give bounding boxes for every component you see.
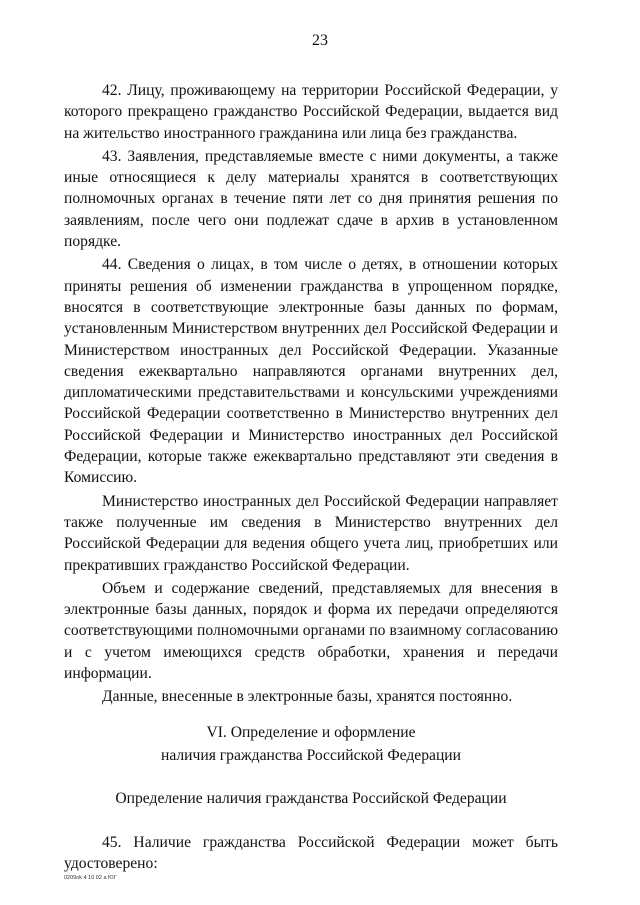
section-title-line-2: наличия гражданства Российской Федерации — [161, 746, 461, 764]
paragraph-44-volume: Объем и содержание сведений, представляемых для внесения в электронные базы данных, порядок и форма их передачи определяются соответствующими полномочными органами по взаимному согласованию и с учетом имеющихся средств обработки, хранения и передачи информации. — [64, 579, 558, 683]
paragraph-45: 45. Наличие гражданства Российской Федерации может быть удостоверено: — [64, 833, 558, 872]
paragraph-44-mid: Министерство иностранных дел Российской Федерации направляет также полученные им сведения в Министерство внутренних дел Российской Федерации для ведения общего учета лиц, приобретших или прекративших гражданство Российской Федерации. — [64, 492, 558, 574]
subsection-title: Определение наличия гражданства Российской Федерации — [115, 790, 507, 808]
paragraph-44-storage: Данные, внесенные в электронные базы, хранятся постоянно. — [102, 688, 513, 706]
section-title-line-1: VI. Определение и оформление — [206, 723, 416, 741]
paragraph-43: 43. Заявления, представляемые вместе с ними документы, а также иные относящиеся к делу материалы хранятся в соответствующих полномочных органах в течение пяти лет со дня принятия решения по заявлениям, после чего они подлежат сдаче в архив в установленном порядке. — [64, 147, 558, 251]
footer-code: 0209ok 4 10 02 a ЮГ — [64, 875, 117, 881]
paragraph-42: 42. Лицу, проживающему на территории Российской Федерации, у которого прекращено гражданство Российской Федерации, выдается вид на жительство иностранного гражданина или лица без гражданства. — [64, 82, 558, 142]
paragraph-44: 44. Сведения о лицах, в том числе о детях, в отношении которых приняты решения об изменении гражданства в упрощенном порядке, вносятся в соответствующие электронные базы данных по формам, установленным Министерством внутренних дел Российской Федерации и Министерством иностранных дел Российской Федерации. Указанные сведения ежеквартально направляются органами внутренних дел, дипломатическими представительствами и консульскими учреждениями Российской Федерации соответственно в Министерство внутренних дел Российской Федерации и Министерство иностранных дел Российской Федерации, которые также ежеквартально представляют эти сведения в Комиссию. — [64, 256, 558, 487]
document-body — [64, 80, 558, 874]
page-number: 23 — [312, 32, 328, 49]
